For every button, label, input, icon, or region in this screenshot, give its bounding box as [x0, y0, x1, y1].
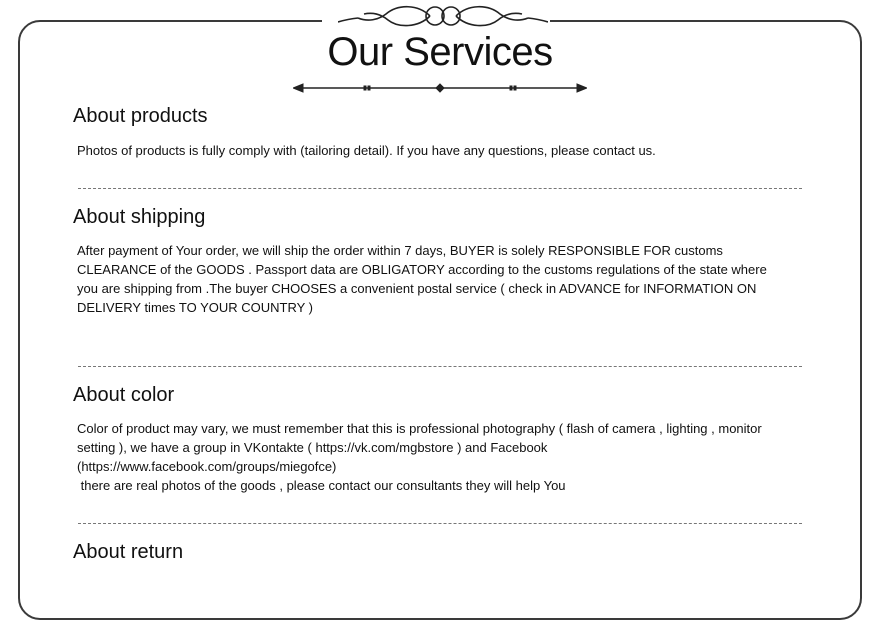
section-heading-shipping: About shipping — [73, 206, 206, 228]
section-heading-return: About return — [73, 541, 184, 563]
dashed-divider — [78, 523, 802, 524]
section-body-color — [77, 419, 807, 495]
body-line: there are real photos of the goods , please contact our consultants they will help You — [77, 478, 566, 493]
body-line: Photos of products is fully comply with (tailoring detail). If you have any questions, please contact us. — [77, 143, 656, 158]
body-line: setting ), we have a group in VKontakte ( https://vk.com/mgbstore ) and Facebook — [77, 440, 548, 455]
section-heading-products: About products — [73, 105, 208, 127]
body-line: DELIVERY times TO YOUR COUNTRY ) — [77, 300, 313, 315]
page-title: Our Services — [327, 30, 553, 74]
section-body-shipping — [77, 241, 807, 317]
dashed-divider — [78, 366, 802, 367]
body-line: CLEARANCE of the GOODS . Passport data are OBLIGATORY according to the customs regulations of the state where — [77, 262, 767, 277]
dashed-divider — [78, 188, 802, 189]
body-line: Color of product may vary, we must remember that this is professional photography ( flash of camera , lighting , monitor — [77, 421, 762, 436]
body-line: After payment of Your order, we will ship the order within 7 days, BUYER is solely RESPONSIBLE FOR customs — [77, 243, 723, 258]
section-body-products — [77, 141, 807, 160]
section-heading-color: About color — [73, 384, 175, 406]
flourish-ornament-icon — [338, 2, 548, 30]
arrow-divider-icon — [293, 80, 587, 96]
body-line: you are shipping from .The buyer CHOOSES a convenient postal service ( check in ADVANCE for INFORMATION ON — [77, 281, 757, 296]
body-line: (https://www.facebook.com/groups/miegofce) — [77, 459, 337, 474]
